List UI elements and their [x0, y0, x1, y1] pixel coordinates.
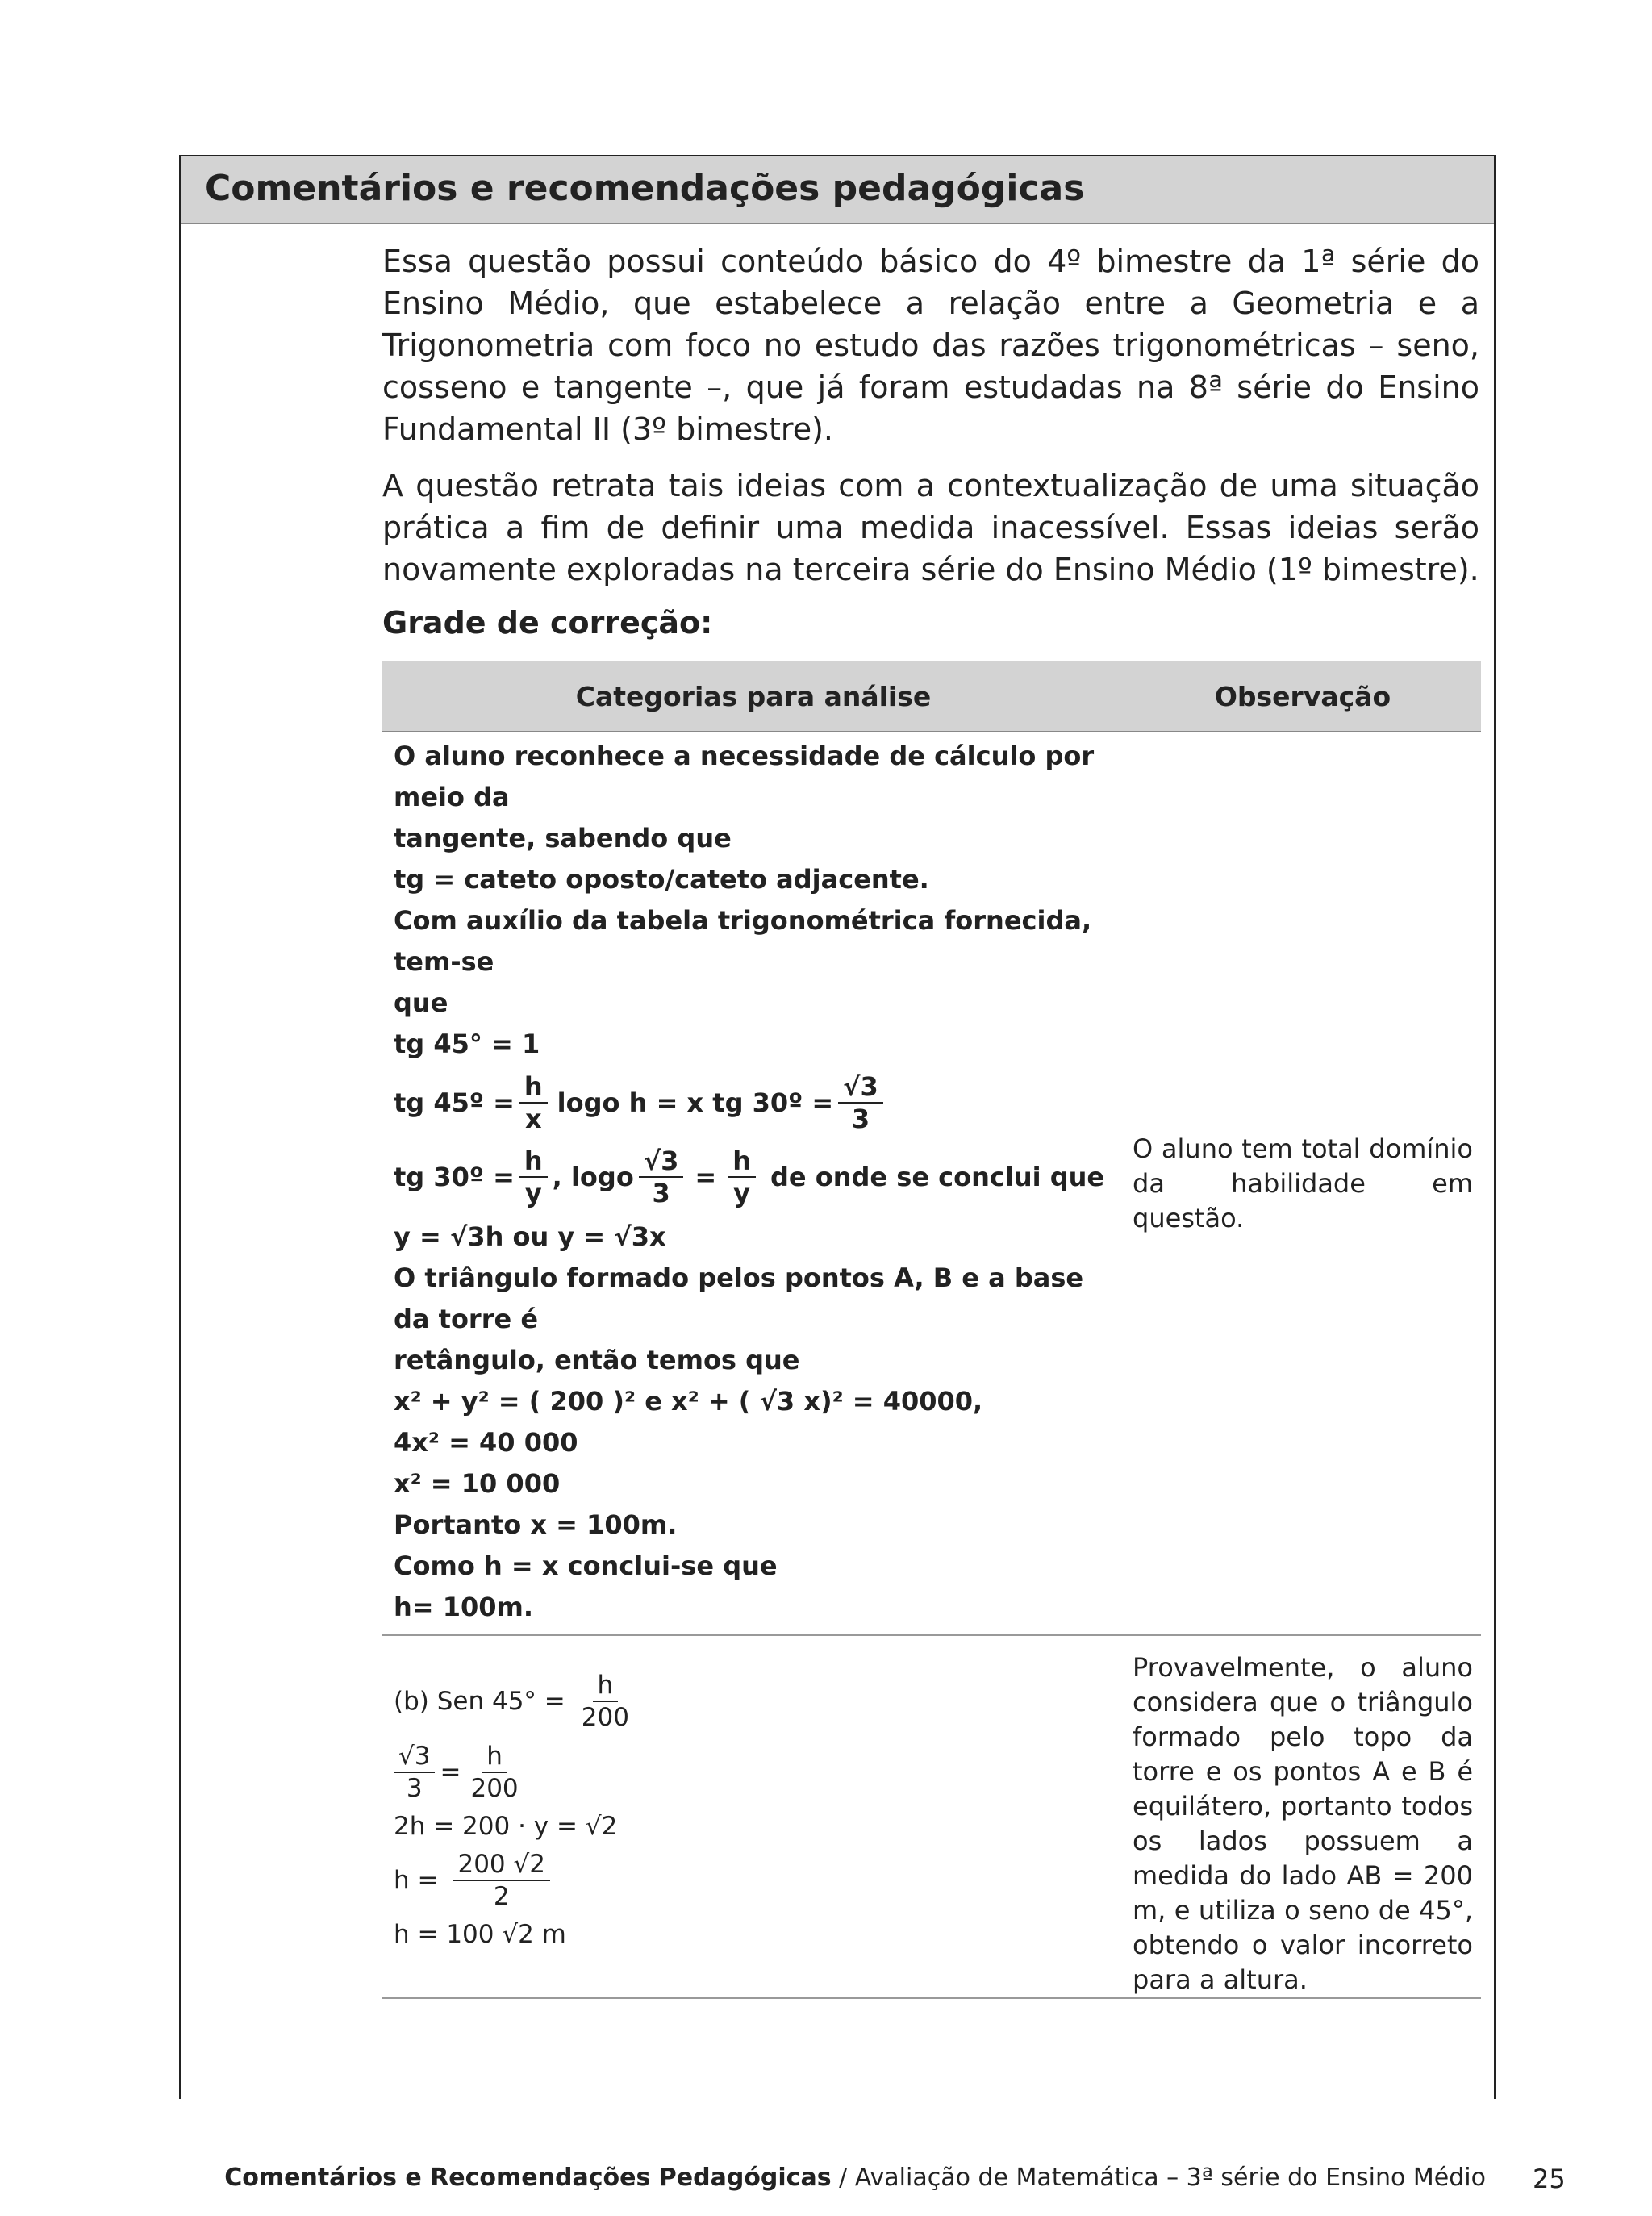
fraction: $\frac{h}{y}$: [728, 1146, 756, 1208]
solution-correct: [382, 732, 1124, 1635]
equation-tg30: tg 30º = $\frac{√3}{3}$: [712, 1071, 887, 1134]
solution-line: y = √3h ou y = √3x: [394, 1221, 666, 1252]
page-number: 25: [1533, 2164, 1566, 2194]
paragraph-1: Essa questão possui conteúdo básico do 4º bimestre da 1ª série do Ensino Médio, que estabelece a relação entre a Geometria e a Trigonometria com foco no estudo das razões trigonométricas – seno, cosseno e tangente –, que já foram estudadas na 8ª série do Ensino Fundamental II (3º bimestre).: [382, 244, 1479, 447]
solution-line: tangente, sabendo que: [394, 823, 732, 853]
alt-line: (b) Sen 45° = $\frac{h}{200}$: [394, 1670, 1115, 1733]
solution-line: 4x² = 40 000: [394, 1427, 578, 1458]
footer-bold: Comentários e Recomendações Pedagógicas: [224, 2164, 832, 2192]
observation-correct: O aluno tem total domínio da habilidade em questão.: [1124, 732, 1481, 1635]
solution-line: h= 100m.: [394, 1592, 534, 1622]
observation-incorrect: Provavelmente, o aluno considera que o triângulo formado pelo topo da torre e os pontos A e B é equilátero, portanto todos os lados possuem a medida do lado AB = 200 m, e utiliza o seno de 45°, obtendo o valor incorreto para a altura.: [1124, 1635, 1481, 1998]
solution-line: O aluno reconhece a necessidade de cálculo por meio da: [394, 741, 1095, 812]
solution-line: retângulo, então temos que: [394, 1345, 800, 1375]
solution-line: x² + y² = ( 200 )² e x² + ( √3 x)² = 40000,: [394, 1386, 983, 1417]
solution-line: Com auxílio da tabela trigonométrica fornecida, tem-se: [394, 905, 1092, 977]
solution-line: tg 45° = 1: [394, 1029, 540, 1059]
alt-line: h = 100 √2 m: [394, 1920, 566, 1949]
box-header: [181, 156, 1494, 224]
equation-tg45: tg 45º = $\frac{h}{x}$ logo h = x: [394, 1071, 704, 1134]
page-footer: [0, 2164, 1486, 2192]
solution-line: tg = cateto oposto/cateto adjacente.: [394, 864, 929, 895]
comment-box: [179, 155, 1496, 2099]
box-content: [382, 240, 1479, 1999]
table-row: [382, 732, 1481, 1635]
paragraph-2: A questão retrata tais ideias com a contextualização de uma situação prática a fim de definir uma medida inacessível. Essas ideias serão novamente exploradas na terceira série do Ensino Médio (1º bimestre).: [382, 468, 1479, 587]
fraction: $\frac{h}{200}$: [470, 1742, 519, 1803]
box-title: Comentários e recomendações pedagógicas: [205, 168, 1085, 209]
solution-incorrect: [382, 1635, 1124, 1998]
fraction: $\frac{200 √2}{2}$: [453, 1849, 550, 1912]
alt-line: 2h = 200 · y = √2: [394, 1812, 618, 1841]
fraction: $\frac{h}{200}$: [581, 1671, 629, 1732]
alt-line: $\frac{√3}{3}$ = $\frac{h}{200}$: [394, 1741, 1115, 1804]
fraction: $\frac{√3}{3}$: [639, 1146, 684, 1208]
alt-line: h = $\frac{200 √2}{2}$: [394, 1849, 1115, 1912]
fraction: $\frac{h}{x}$: [519, 1071, 548, 1134]
solution-line: x² = 10 000: [394, 1468, 561, 1499]
table-row: [382, 1635, 1481, 1998]
footer-text: / Avaliação de Matemática – 3ª série do Ensino Médio: [831, 2164, 1486, 2192]
header-observation: Observação: [1124, 661, 1481, 732]
equation-tg30-ratio: tg 30º = $\frac{h}{y}$ , logo $\frac{√3}{3}$ = $\frac{h}{y}$ de onde se conclui que: [394, 1146, 1105, 1208]
grading-table: [382, 661, 1481, 1999]
solution-line: Como h = x conclui-se que: [394, 1550, 778, 1581]
solution-line: que: [394, 987, 448, 1018]
header-categories: Categorias para análise: [382, 661, 1124, 732]
fraction: $\frac{√3}{3}$: [394, 1741, 435, 1804]
solution-line: O triângulo formado pelos pontos A, B e a base da torre é: [394, 1262, 1084, 1334]
grade-title: Grade de correção:: [382, 605, 713, 641]
solution-line: Portanto x = 100m.: [394, 1509, 678, 1540]
fraction: $\frac{h}{y}$: [519, 1146, 548, 1208]
fraction: $\frac{√3}{3}$: [838, 1071, 883, 1134]
